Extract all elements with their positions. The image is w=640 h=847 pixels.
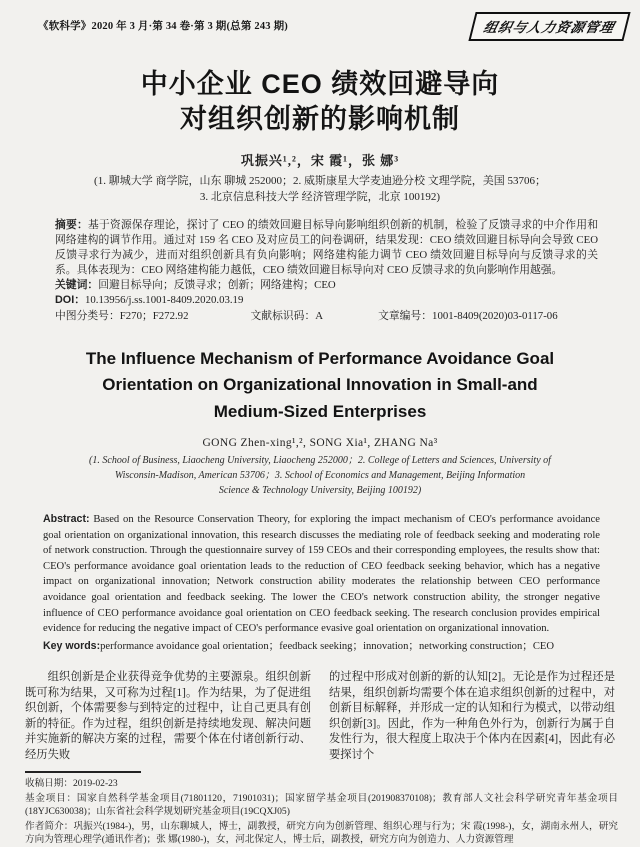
classification-row	[55, 308, 598, 324]
article-title-en-line1: The Influence Mechanism of Performance Avoidance Goal	[85, 348, 555, 368]
doi-label: DOI：	[55, 293, 85, 306]
page-header	[0, 8, 640, 41]
keywords-cn-label: 关键词：	[55, 278, 99, 291]
article-title-en	[0, 346, 640, 425]
authors-en: GONG Zhen-xing¹,², SONG Xia¹, ZHANG Na³	[202, 437, 438, 449]
section-category-badge: 组织与人力资源管理	[468, 12, 630, 41]
article-number: 文章编号：1001-8409(2020)03-0117-06	[378, 309, 558, 322]
body-left-paragraph: 组织创新是企业获得竞争优势的主要源泉。组织创新既可称为结果，又可称为过程[1]。作为结果，为了促进组织创新，个体需要参与到特定的过程中，让自己更具有创新的特征。作为过程，组织创新是持续地发现、解决问题并实施新的解决方案的过程，需要个体在付诸创新行动、经历失败	[25, 671, 311, 761]
footnote-divider	[25, 771, 141, 773]
abstract-en-label: Abstract:	[43, 513, 90, 525]
affiliation-en-line2: Wisconsin-Madison, American 53706；3. School of Economics and Management, Beijing Information	[114, 470, 526, 481]
affiliations-en	[0, 453, 640, 498]
article-title-cn-line2: 对组织创新的影响机制	[180, 103, 460, 134]
author-bio: 作者简介：巩振兴(1984-)，男，山东聊城人，博士，副教授，研究方向为创新管理、组织心理与行为；宋 霞(1998-)，女，湖南永州人，研究方向为管理心理学(通讯作者)；张 娜(1980-)，女，河北保定人，博士后，副教授，研究方向为创造力、人力资源管理	[25, 820, 618, 846]
keywords-en-text: performance avoidance goal orientation；feedback seeking；innovation；networking construction；CEO	[100, 640, 555, 652]
affiliation-cn-line1: (1. 聊城大学 商学院，山东 聊城 252000；2. 威斯康星大学麦迪逊分校 文理学院，美国 53706；	[94, 175, 546, 188]
abstract-cn-text: 基于资源保存理论，探讨了 CEO 的绩效回避目标导向影响组织创新的机制，检验了反馈寻求的中介作用和网络建构的调节作用。通过对 159 名 CEO 及对应员工的问卷调研，结果发现：CEO 绩效回避目标导向会导致 CEO 反馈寻求行为减少，进而对组织创新具有负向影响；网络建构能力调节 CEO 绩效回避目标导向与反馈寻求的关系。具体表现为：CEO 网络建构能力越低，CEO 绩效回避目标导向对 CEO 反馈寻求的负向影响作用越强。	[55, 218, 599, 276]
received-date: 收稿日期：2019-02-23	[25, 778, 118, 790]
doi-value: 10.13956/j.ss.1001-8409.2020.03.19	[85, 293, 244, 306]
article-title-en-line3: Medium-Sized Enterprises	[213, 401, 427, 421]
keywords-cn-text: 回避目标导向；反馈寻求；创新；网络建构；CEO	[98, 278, 336, 291]
article-title-cn	[0, 67, 640, 136]
document-code: 文献标识码：A	[250, 309, 324, 322]
abstract-cn-label: 摘要：	[55, 218, 88, 231]
keywords-cn	[55, 278, 598, 293]
abstract-cn	[55, 218, 598, 278]
body-left-column	[25, 670, 311, 763]
footnotes	[25, 777, 618, 847]
body-right-paragraph: 的过程中形成对创新的新的认知[2]。无论是作为过程还是结果，组织创新均需要个体在追求组织创新的过程中，对创新目标解释，并形成一定的认知和行为模式，以带动组织创新[3]。因此，作为一种角色外行为，创新行为属于自发性行为，很大程度上取决于个体内在因素[4]，因此有必要探讨个	[329, 671, 615, 761]
affiliation-cn-line2: 3. 北京信息科技大学 经济管理学院，北京 100192)	[199, 191, 441, 204]
authors-cn: 巩振兴¹,²，宋 霞¹，张 娜³	[240, 153, 400, 169]
body-two-columns	[25, 670, 615, 763]
clc-number: 中图分类号：F270；F272.92	[55, 309, 189, 322]
keywords-en-label: Key words:	[43, 639, 101, 652]
journal-issue-info: 《软科学》2020 年 3 月·第 34 卷·第 3 期(总第 243 期)	[38, 21, 288, 32]
abstract-en-text: Based on the Resource Conservation Theory, for exploring the impact mechanism of CEO's performance avoidance goal orientation on organizational innovation, this research discusses the mediating role of feedback seeking and moderating role of network construction. Through the questionnaire survey of 159 CEOs and their corresponding employees, the results show that: CEO's performance avoidance goal orientation leads to the reduction of CEO feedback seeking behavior, which has a negative impact on organizational innovation; Network construction ability moderates the relationship between CEO performance avoidance goal orientation and feedback seeking. The lower the CEO's network construction ability, the stronger negative influence of CEO performance avoidance goal orientation on CEO feedback seeking. The research conclusion provides empirical evidence for reducing the negative impact of CEO's performance evasive goal orientation on organizational innovation.	[43, 514, 600, 635]
keywords-en	[43, 639, 600, 655]
affiliation-en-line1: (1. School of Business, Liaocheng University, Liaocheng 252000；2. College of Letters and Sciences, University of	[89, 455, 551, 466]
affiliations-cn	[0, 174, 640, 206]
affiliation-en-line3: Science & Technology University, Beijing 100192)	[218, 485, 422, 496]
doi-line	[55, 293, 598, 308]
article-title-cn-line1: 中小企业 CEO 绩效回避导向	[140, 69, 500, 99]
article-title-en-line2: Orientation on Organizational Innovation in Small-and	[102, 375, 538, 395]
body-right-column	[329, 670, 615, 763]
abstract-en	[43, 512, 600, 637]
funding-info: 基金项目：国家自然科学基金项目(71801120，71901031)；国家留学基金项目(201908370108)；教育部人文社会科学研究青年基金项目(18YJC630038)；山东省社会科学规划研究基金项目(19CQXJ05)	[25, 792, 618, 818]
